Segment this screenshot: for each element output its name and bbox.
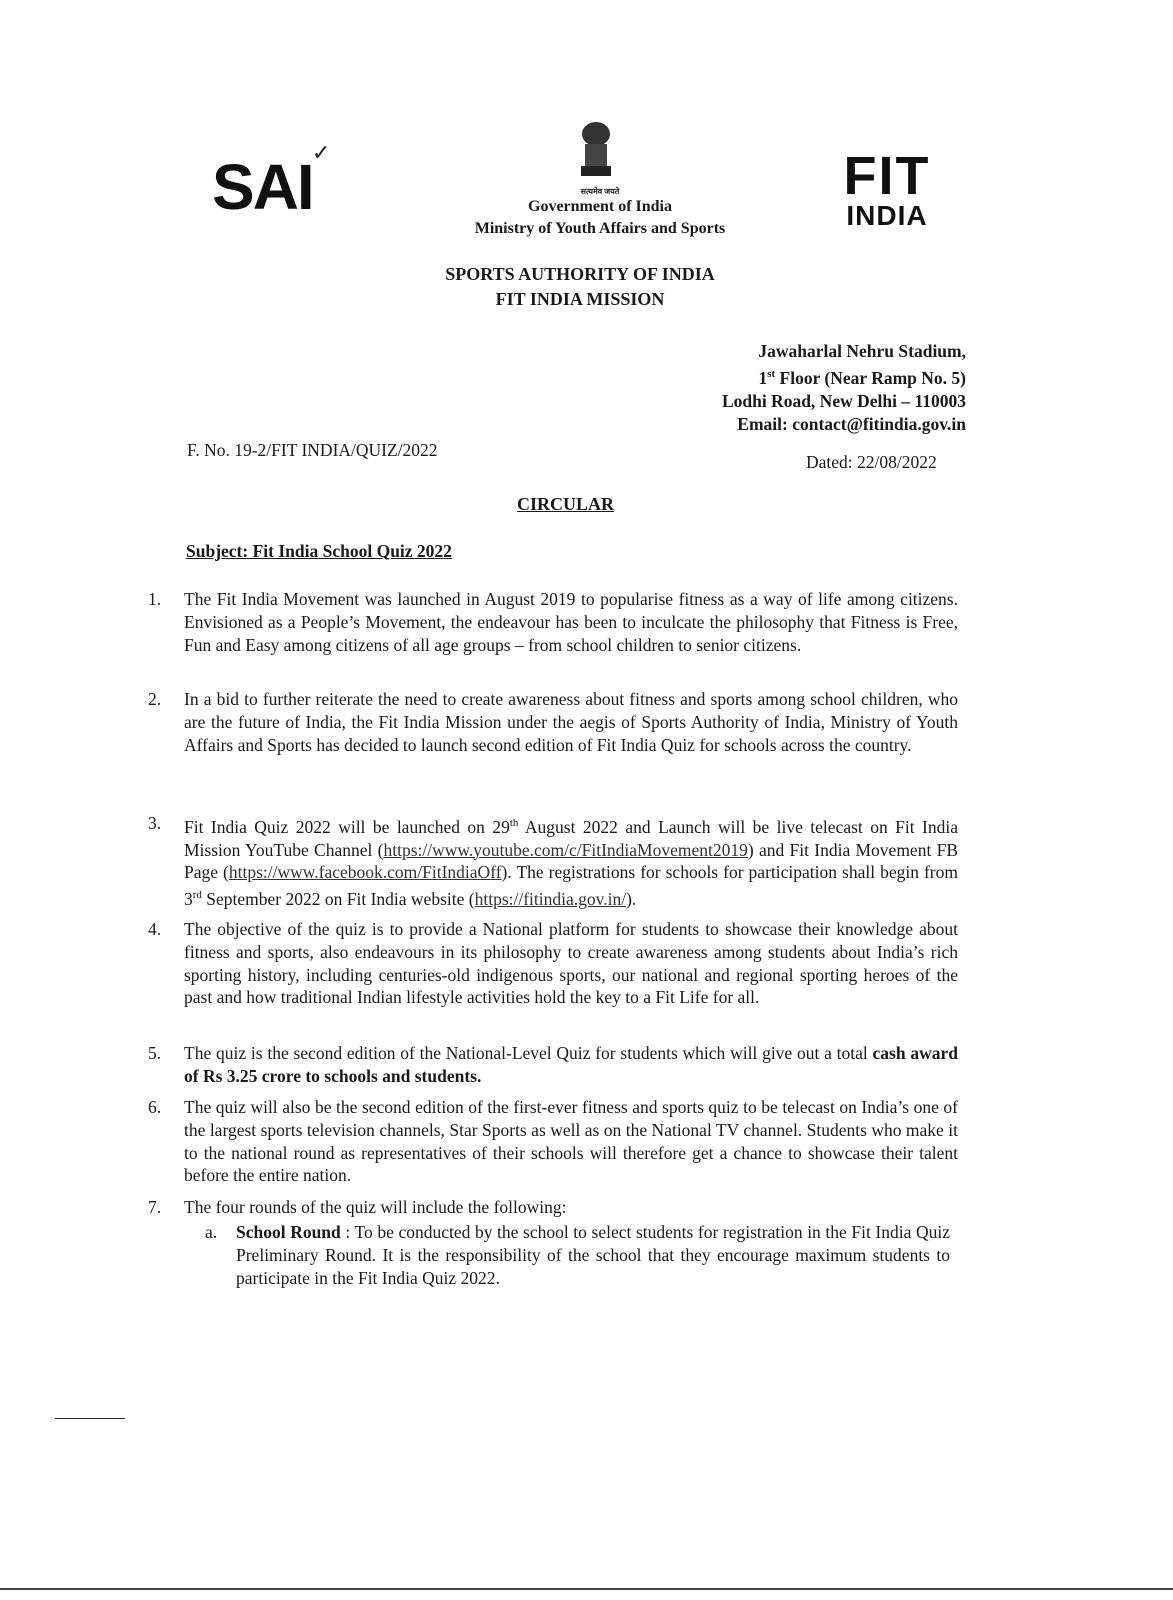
fit-logo-text: FIT bbox=[843, 146, 931, 206]
sai-logo-text: SAI bbox=[212, 151, 313, 223]
government-line: Government of India bbox=[528, 198, 672, 215]
sub-list-item bbox=[205, 1221, 950, 1289]
list-item bbox=[148, 918, 958, 1009]
org-name: SPORTS AUTHORITY OF INDIA bbox=[445, 264, 715, 284]
address-line bbox=[722, 363, 966, 390]
india-logo-text: INDIA bbox=[846, 200, 928, 231]
cash-award-text: cash award of Rs 3.25 crore to schools and students. bbox=[184, 1043, 959, 1086]
item-text: The objective of the quiz is to provide a National platform for students to showcase their knowledge about fitness and sports, also endeavours in its philosophy to create awareness among students about India’s rich sporting history, including centuries-old indigenous sports, our national and regional sporting heroes of the past and how traditional Indian lifestyle activities hold the key to a Fit Life for all. bbox=[184, 919, 958, 1008]
list-item bbox=[148, 1096, 958, 1187]
file-number: F. No. 19-2/FIT INDIA/QUIZ/2022 bbox=[187, 440, 438, 460]
item-text: In a bid to further reiterate the need to create awareness about fitness and sports among school children, who are the future of India, the Fit India Mission under the aegis of Sports Authority of India, Ministry of Youth Affairs and Sports has decided to launch second edition of Fit India Quiz for schools across the country. bbox=[184, 689, 958, 755]
date: Dated: 22/08/2022 bbox=[806, 452, 937, 472]
facebook-link[interactable]: https://www.facebook.com/FitIndiaOff bbox=[228, 862, 502, 883]
sai-logo bbox=[212, 150, 313, 224]
subject-line: Subject: Fit India School Quiz 2022 bbox=[186, 541, 452, 561]
text: ) and Fit India Movement FB Page ( bbox=[184, 839, 958, 883]
ministry-line: Ministry of Youth Affairs and Sports bbox=[474, 220, 726, 237]
list-item bbox=[148, 1196, 958, 1219]
list-item bbox=[148, 1042, 958, 1088]
item-text bbox=[236, 1221, 950, 1289]
item-letter: a. bbox=[205, 1222, 218, 1242]
item-text: The Fit India Movement was launched in August 2019 to popularise fitness as a way of life among citizens. Envisioned as a People’s Movement, the endeavour has been to inculcate the philosophy that Fitness is Free, Fun and Easy among citizens of all age groups – from school children to senior citizens. bbox=[184, 589, 958, 655]
item-text: The four rounds of the quiz will include the following: bbox=[184, 1197, 567, 1217]
national-emblem-icon bbox=[573, 120, 619, 182]
scan-mark bbox=[55, 1418, 125, 1419]
ordinal: th bbox=[509, 817, 519, 829]
item-number: 3. bbox=[148, 813, 162, 833]
email-line: Email: contact@fitindia.gov.in bbox=[737, 413, 966, 434]
item-text bbox=[184, 1042, 958, 1088]
item-number: 7. bbox=[148, 1197, 162, 1217]
item-text: The quiz will also be the second edition of the first-ever fitness and sports quiz to be telecast on India’s one of the largest sports television channels, Star Sports as well as on the National TV channel. Students who make it to the national round as representatives of their schools will therefore get a chance to showcase their talent before the entire nation. bbox=[184, 1097, 958, 1186]
government-header bbox=[430, 188, 770, 240]
scan-edge bbox=[0, 1588, 1173, 1590]
fit-india-logo bbox=[822, 146, 952, 231]
floor-number: 1 bbox=[758, 367, 768, 388]
address-line: Lodhi Road, New Delhi – 110003 bbox=[721, 390, 966, 411]
floor-text: Floor (Near Ramp No. 5) bbox=[775, 367, 966, 388]
ordinal: rd bbox=[192, 889, 202, 902]
floor-suffix: st bbox=[767, 368, 776, 380]
item-number: 2. bbox=[148, 689, 162, 709]
text: ). The registrations for schools for participation shall begin from 3 bbox=[184, 862, 958, 910]
round-name: School Round bbox=[236, 1222, 341, 1242]
text: ). bbox=[626, 889, 637, 910]
mission-name: FIT INDIA MISSION bbox=[495, 289, 665, 309]
item-number: 1. bbox=[148, 589, 162, 609]
youtube-link[interactable]: https://www.youtube.com/c/FitIndiaMovement2019 bbox=[383, 839, 748, 860]
text: Fit India Quiz 2022 will be launched on 29 bbox=[184, 816, 510, 837]
list-item bbox=[148, 688, 958, 756]
organization-heading bbox=[380, 262, 780, 312]
address-line: Jawaharlal Nehru Stadium, bbox=[758, 341, 966, 361]
text: : To be conducted by the school to select students for registration in the Fit India Quiz Preliminary Round. It is the responsibility of the school that they encourage maximum students to participate in the Fit India Quiz 2022. bbox=[236, 1222, 950, 1288]
address-block bbox=[722, 340, 966, 436]
fitindia-website-link[interactable]: https://fitindia.gov.in/ bbox=[474, 889, 627, 910]
item-text bbox=[184, 812, 958, 911]
sai-figure-icon: ✓ bbox=[312, 140, 331, 165]
list-item bbox=[148, 812, 958, 911]
item-number: 6. bbox=[148, 1097, 162, 1117]
text: August 2022 and Launch will be live telecast on Fit India Mission YouTube Channel ( bbox=[184, 816, 958, 860]
emblem-motto: सत्यमेव जयते bbox=[580, 187, 620, 196]
item-number: 5. bbox=[148, 1043, 162, 1063]
list-item bbox=[148, 588, 958, 656]
circular-title: CIRCULAR bbox=[517, 494, 615, 514]
item-number: 4. bbox=[148, 919, 162, 939]
text: September 2022 on Fit India website ( bbox=[201, 889, 475, 910]
text: The quiz is the second edition of the National-Level Quiz for students which will give out a total bbox=[184, 1043, 873, 1063]
